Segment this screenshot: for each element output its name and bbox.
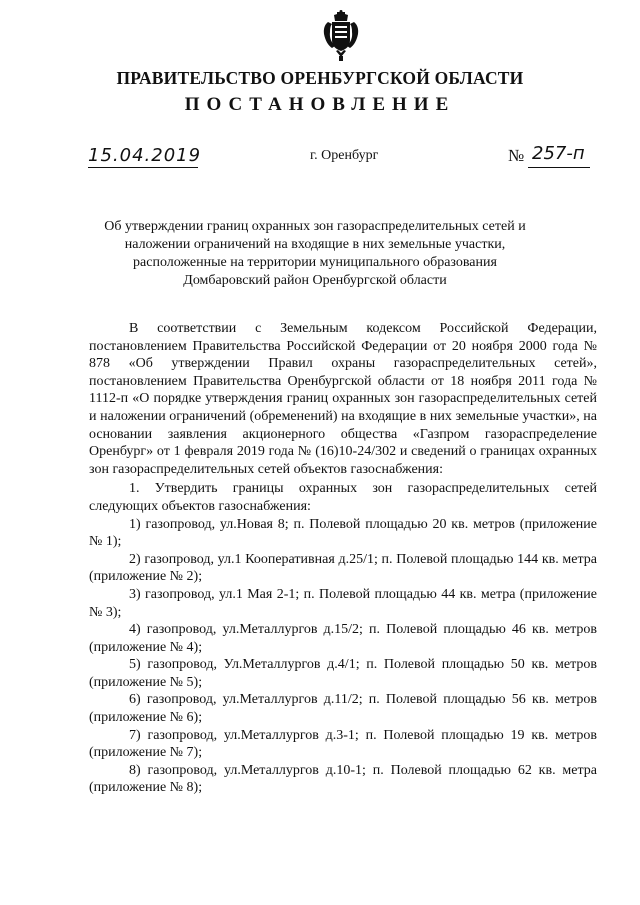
city: г. Оренбург — [310, 148, 379, 163]
list-item: 3) газопровод, ул.1 Мая 2-1; п. Полевой площадью 44 кв. метра (приложение № 3); — [89, 586, 597, 620]
list-item: 6) газопровод, ул.Металлургов д.11/2; п. Полевой площадью 56 кв. метров (приложение № 6); — [89, 692, 597, 726]
government-name: ПРАВИТЕЛЬСТВО ОРЕНБУРГСКОЙ ОБЛАСТИ — [116, 68, 524, 88]
number-label: № — [508, 146, 525, 165]
coat-of-arms-icon — [322, 10, 360, 62]
decree-date: 15.04.2019 — [88, 145, 202, 166]
date-underline — [88, 167, 198, 168]
list-item: 4) газопровод, ул.Металлургов д.15/2; п. Полевой площадью 46 кв. метров (приложение № 4); — [89, 622, 597, 655]
number-underline — [528, 167, 590, 168]
list-item: 2) газопровод, ул.1 Кооперативная д.25/1; п. Полевой площадью 144 кв. метра (приложение № 2); — [89, 551, 597, 585]
list-item: 5) газопровод, Ул.Металлургов д.4/1; п. Полевой площадью 50 кв. метров (приложение № 5); — [89, 657, 597, 690]
dateline — [0, 145, 640, 169]
list-item: 1) газопровод, ул.Новая 8; п. Полевой площадью 20 кв. метров (приложение № 1); — [89, 516, 597, 550]
decree-title: Об утверждении границ охранных зон газораспределительных сетей и наложении ограничений на входящие в них земельные участки, расположенные на территории муниципального образования Домбаровский район Оренбургской области — [104, 219, 526, 288]
clause-1: 1. Утвердить границы охранных зон газораспределительных сетей следующих объектов газоснабжения: — [89, 481, 597, 514]
decree-number: 257-п — [532, 143, 585, 164]
preamble: В соответствии с Земельным кодексом Российской Федерации, постановлением Правительства Российской Федерации от 20 ноября 2000 года № 878 «Об утверждении Правил охраны газораспределительных сетей», постановлением Правительства Оренбургской области от 18 ноября 2011 года № 1112-п «О порядке утверждения границ охранных зон газораспределительных сетей и наложении ограничений (обременений) на входящие в них земельные участки», на основании заявления акционерного общества «Газпром газораспределение Оренбург» от 1 февраля 2019 года № (16)10-24/302 и сведений о границах охранных зон газораспределительных сетей объектов газоснабжения: — [89, 321, 597, 477]
decree-body — [89, 320, 597, 797]
list-item: 8) газопровод, ул.Металлургов д.10-1; п. Полевой площадью 62 кв. метра (приложение № 8); — [89, 762, 597, 796]
document-type: ПОСТАНОВЛЕНИЕ — [184, 94, 456, 115]
list-item: 7) газопровод, ул.Металлургов д.3-1; п. Полевой площадью 19 кв. метров (приложение № 7); — [89, 727, 597, 761]
